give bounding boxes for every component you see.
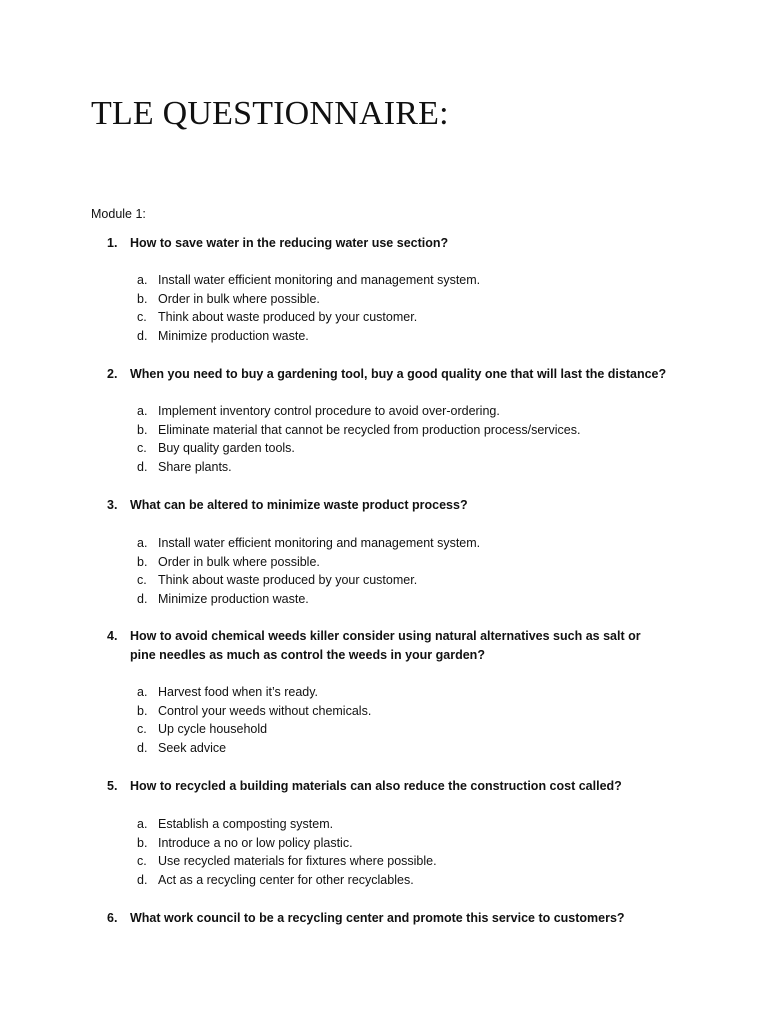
- question-number: 5.: [107, 779, 118, 793]
- question-text: How to avoid chemical weeds killer consider using natural alternatives such as salt or pine needles as much as control the weeds in your garden?: [130, 629, 641, 662]
- module-label: Module 1:: [91, 207, 146, 221]
- question-4: [107, 627, 667, 664]
- answer-options-5: [137, 815, 437, 890]
- answer-option: [137, 834, 437, 853]
- question-number: 6.: [107, 911, 118, 925]
- option-letter: d.: [137, 741, 148, 756]
- question-text: How to recycled a building materials can also reduce the construction cost called?: [130, 779, 622, 793]
- answer-option: [137, 534, 480, 553]
- option-letter: c.: [137, 854, 147, 869]
- answer-option: [137, 683, 371, 702]
- option-text: Up cycle household: [158, 722, 268, 737]
- option-letter: a.: [137, 536, 148, 550]
- answer-option: [137, 720, 371, 739]
- question-1: [107, 234, 667, 253]
- option-text: Establish a composting system.: [158, 817, 334, 831]
- answer-options-4: [137, 683, 371, 758]
- answer-options-1: [137, 271, 480, 346]
- option-text: Seek advice: [158, 741, 227, 756]
- option-text: Install water efficient monitoring and management system.: [158, 273, 481, 287]
- option-text: Think about waste produced by your customer.: [158, 573, 418, 588]
- option-text: Think about waste produced by your customer.: [158, 310, 418, 325]
- option-letter: c.: [137, 310, 147, 325]
- option-letter: a.: [137, 817, 148, 831]
- option-letter: b.: [137, 291, 148, 306]
- answer-option: [137, 815, 437, 834]
- answer-option: [137, 458, 580, 477]
- option-letter: c.: [137, 722, 147, 737]
- answer-options-2: [137, 402, 580, 477]
- option-letter: d.: [137, 460, 148, 475]
- option-letter: b.: [137, 703, 148, 718]
- answer-option: [137, 553, 480, 572]
- answer-option: [137, 439, 580, 458]
- option-letter: a.: [137, 273, 148, 287]
- option-text: Implement inventory control procedure to avoid over-ordering.: [158, 404, 500, 418]
- answer-option: [137, 739, 371, 758]
- question-text: What can be altered to minimize waste product process?: [130, 498, 468, 512]
- answer-option: [137, 702, 371, 721]
- option-text: Control your weeds without chemicals.: [158, 703, 372, 718]
- question-number: 1.: [107, 236, 118, 250]
- question-2: [107, 365, 667, 384]
- answer-option: [137, 421, 580, 440]
- option-letter: a.: [137, 685, 148, 699]
- option-text: Order in bulk where possible.: [158, 554, 320, 569]
- answer-option: [137, 308, 480, 327]
- page-title: TLE QUESTIONNAIRE:: [91, 95, 449, 132]
- answer-option: [137, 571, 480, 590]
- question-text: When you need to buy a gardening tool, buy a good quality one that will last the distance?: [130, 367, 667, 381]
- question-number: 4.: [107, 629, 118, 643]
- option-letter: d.: [137, 873, 148, 888]
- question-number: 2.: [107, 367, 118, 381]
- option-letter: b.: [137, 835, 148, 850]
- option-text: Eliminate material that cannot be recycled from production process/services.: [158, 422, 581, 437]
- answer-option: [137, 271, 480, 290]
- answer-option: [137, 590, 480, 609]
- option-letter: a.: [137, 404, 148, 418]
- answer-option: [137, 852, 437, 871]
- option-letter: c.: [137, 441, 147, 456]
- option-text: Share plants.: [158, 460, 232, 475]
- option-text: Minimize production waste.: [158, 592, 309, 607]
- question-5: [107, 777, 667, 796]
- option-text: Use recycled materials for fixtures where possible.: [158, 854, 437, 869]
- option-text: Minimize production waste.: [158, 329, 309, 344]
- option-text: Harvest food when it’s ready.: [158, 685, 319, 699]
- answer-options-3: [137, 534, 480, 609]
- option-letter: d.: [137, 592, 148, 607]
- option-text: Act as a recycling center for other recyclables.: [158, 873, 414, 888]
- question-text: What work council to be a recycling center and promote this service to customers?: [130, 911, 625, 925]
- answer-option: [137, 402, 580, 421]
- option-letter: b.: [137, 422, 148, 437]
- answer-option: [137, 871, 437, 890]
- option-text: Introduce a no or low policy plastic.: [158, 835, 353, 850]
- answer-option: [137, 290, 480, 309]
- option-letter: d.: [137, 329, 148, 344]
- question-number: 3.: [107, 498, 118, 512]
- option-text: Install water efficient monitoring and management system.: [158, 536, 481, 550]
- question-3: [107, 496, 667, 515]
- option-letter: b.: [137, 554, 148, 569]
- option-text: Buy quality garden tools.: [158, 441, 295, 456]
- option-letter: c.: [137, 573, 147, 588]
- option-text: Order in bulk where possible.: [158, 291, 320, 306]
- answer-option: [137, 327, 480, 346]
- question-text: How to save water in the reducing water use section?: [130, 236, 449, 250]
- question-6: [107, 909, 667, 928]
